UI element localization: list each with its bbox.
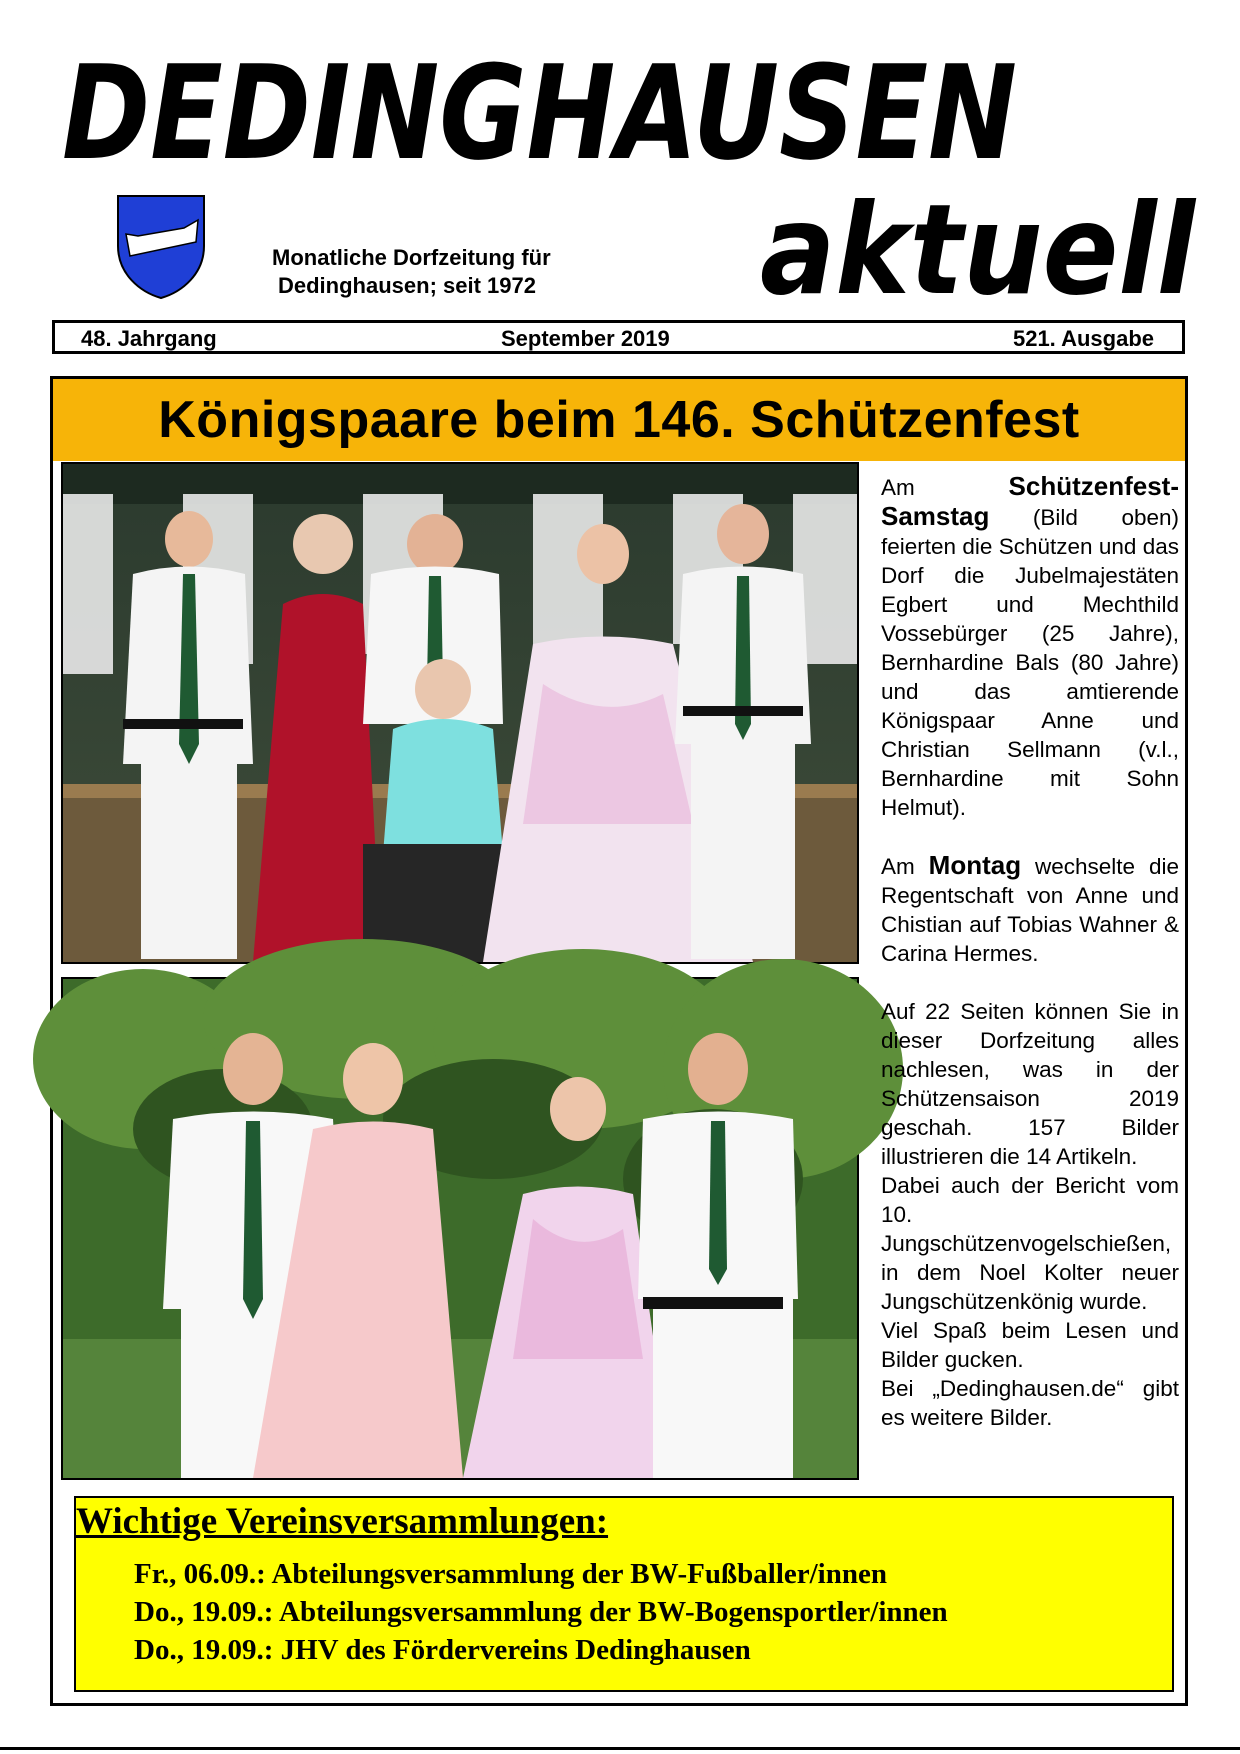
p1-text: (Bild oben) feierten die Schützen und das Dorf die Jubelmajestäten Egbert und Mechthild Vossebürger (25 Jahre), Bernhardine Bals (80 Jahre) und das amtierende Königspaar Anne und Christian Sellmann (v.l., Bernhardine mit Sohn Helmut). xyxy=(881,505,1179,820)
p1-highlight: Schützenfest-Samstag xyxy=(881,471,1179,531)
page-bottom-rule xyxy=(0,1747,1240,1750)
article-paragraph-1 xyxy=(881,472,1179,822)
article-paragraph-6: Bei „Dedinghausen.de“ gibt es weitere Bilder. xyxy=(881,1376,1179,1430)
volume-label: 48. Jahrgang xyxy=(81,326,217,351)
issue-info-bar xyxy=(52,320,1185,354)
masthead-title xyxy=(62,37,1022,189)
issue-number: 521. Ausgabe xyxy=(1012,326,1154,351)
article-paragraph-4: Dabei auch der Bericht vom 10. Jungschützenvogelschießen, in dem Noel Kolter neuer Jungschützenkönig wurde. xyxy=(881,1173,1179,1314)
headline: Königspaare beim 146. Schützenfest xyxy=(158,391,1080,449)
masthead-title-text: DEDINGHAUSEN xyxy=(62,37,1017,189)
photo-top-image xyxy=(63,464,857,962)
issue-date: September 2019 xyxy=(501,326,670,351)
meeting-item: Do., 19.09.: JHV des Fördervereins Dedinghausen xyxy=(134,1634,751,1666)
meetings-title: Wichtige Vereinsversammlungen: xyxy=(76,1501,609,1542)
meeting-item: Do., 19.09.: Abteilungsversammlung der BW-Bogensportler/innen xyxy=(134,1596,948,1628)
p2-text: wechselte die Regentschaft von Anne und Chistian auf Tobias Wahner & Carina Hermes. xyxy=(881,854,1179,966)
article-text xyxy=(881,472,1179,1432)
masthead-subtitle-text: aktuell xyxy=(760,178,1197,323)
p2-highlight: Montag xyxy=(928,850,1022,880)
article-paragraph-5: Viel Spaß beim Lesen und Bilder gucken. xyxy=(881,1318,1179,1372)
article-paragraph-2 xyxy=(881,851,1179,968)
masthead-subtitle xyxy=(760,178,1200,323)
p1-intro: Am xyxy=(881,475,1009,500)
p2-intro: Am xyxy=(881,854,929,879)
photo-bottom-image xyxy=(63,979,857,1478)
tagline-line-1: Monatliche Dorfzeitung für xyxy=(272,245,551,270)
tagline-line-2: Dedinghausen; seit 1972 xyxy=(278,273,536,298)
photo-bottom xyxy=(61,977,859,1480)
masthead-tagline xyxy=(272,244,612,300)
village-crest-icon xyxy=(116,194,206,300)
article-paragraph-3: Auf 22 Seiten können Sie in dieser Dorfzeitung alles nachlesen, was in der Schützensaison 2019 geschah. 157 Bilder illustrieren die 14 Artikeln. xyxy=(881,999,1179,1169)
photo-top xyxy=(61,462,859,964)
meeting-item: Fr., 06.09.: Abteilungsversammlung der BW-Fußballer/innen xyxy=(134,1558,887,1590)
